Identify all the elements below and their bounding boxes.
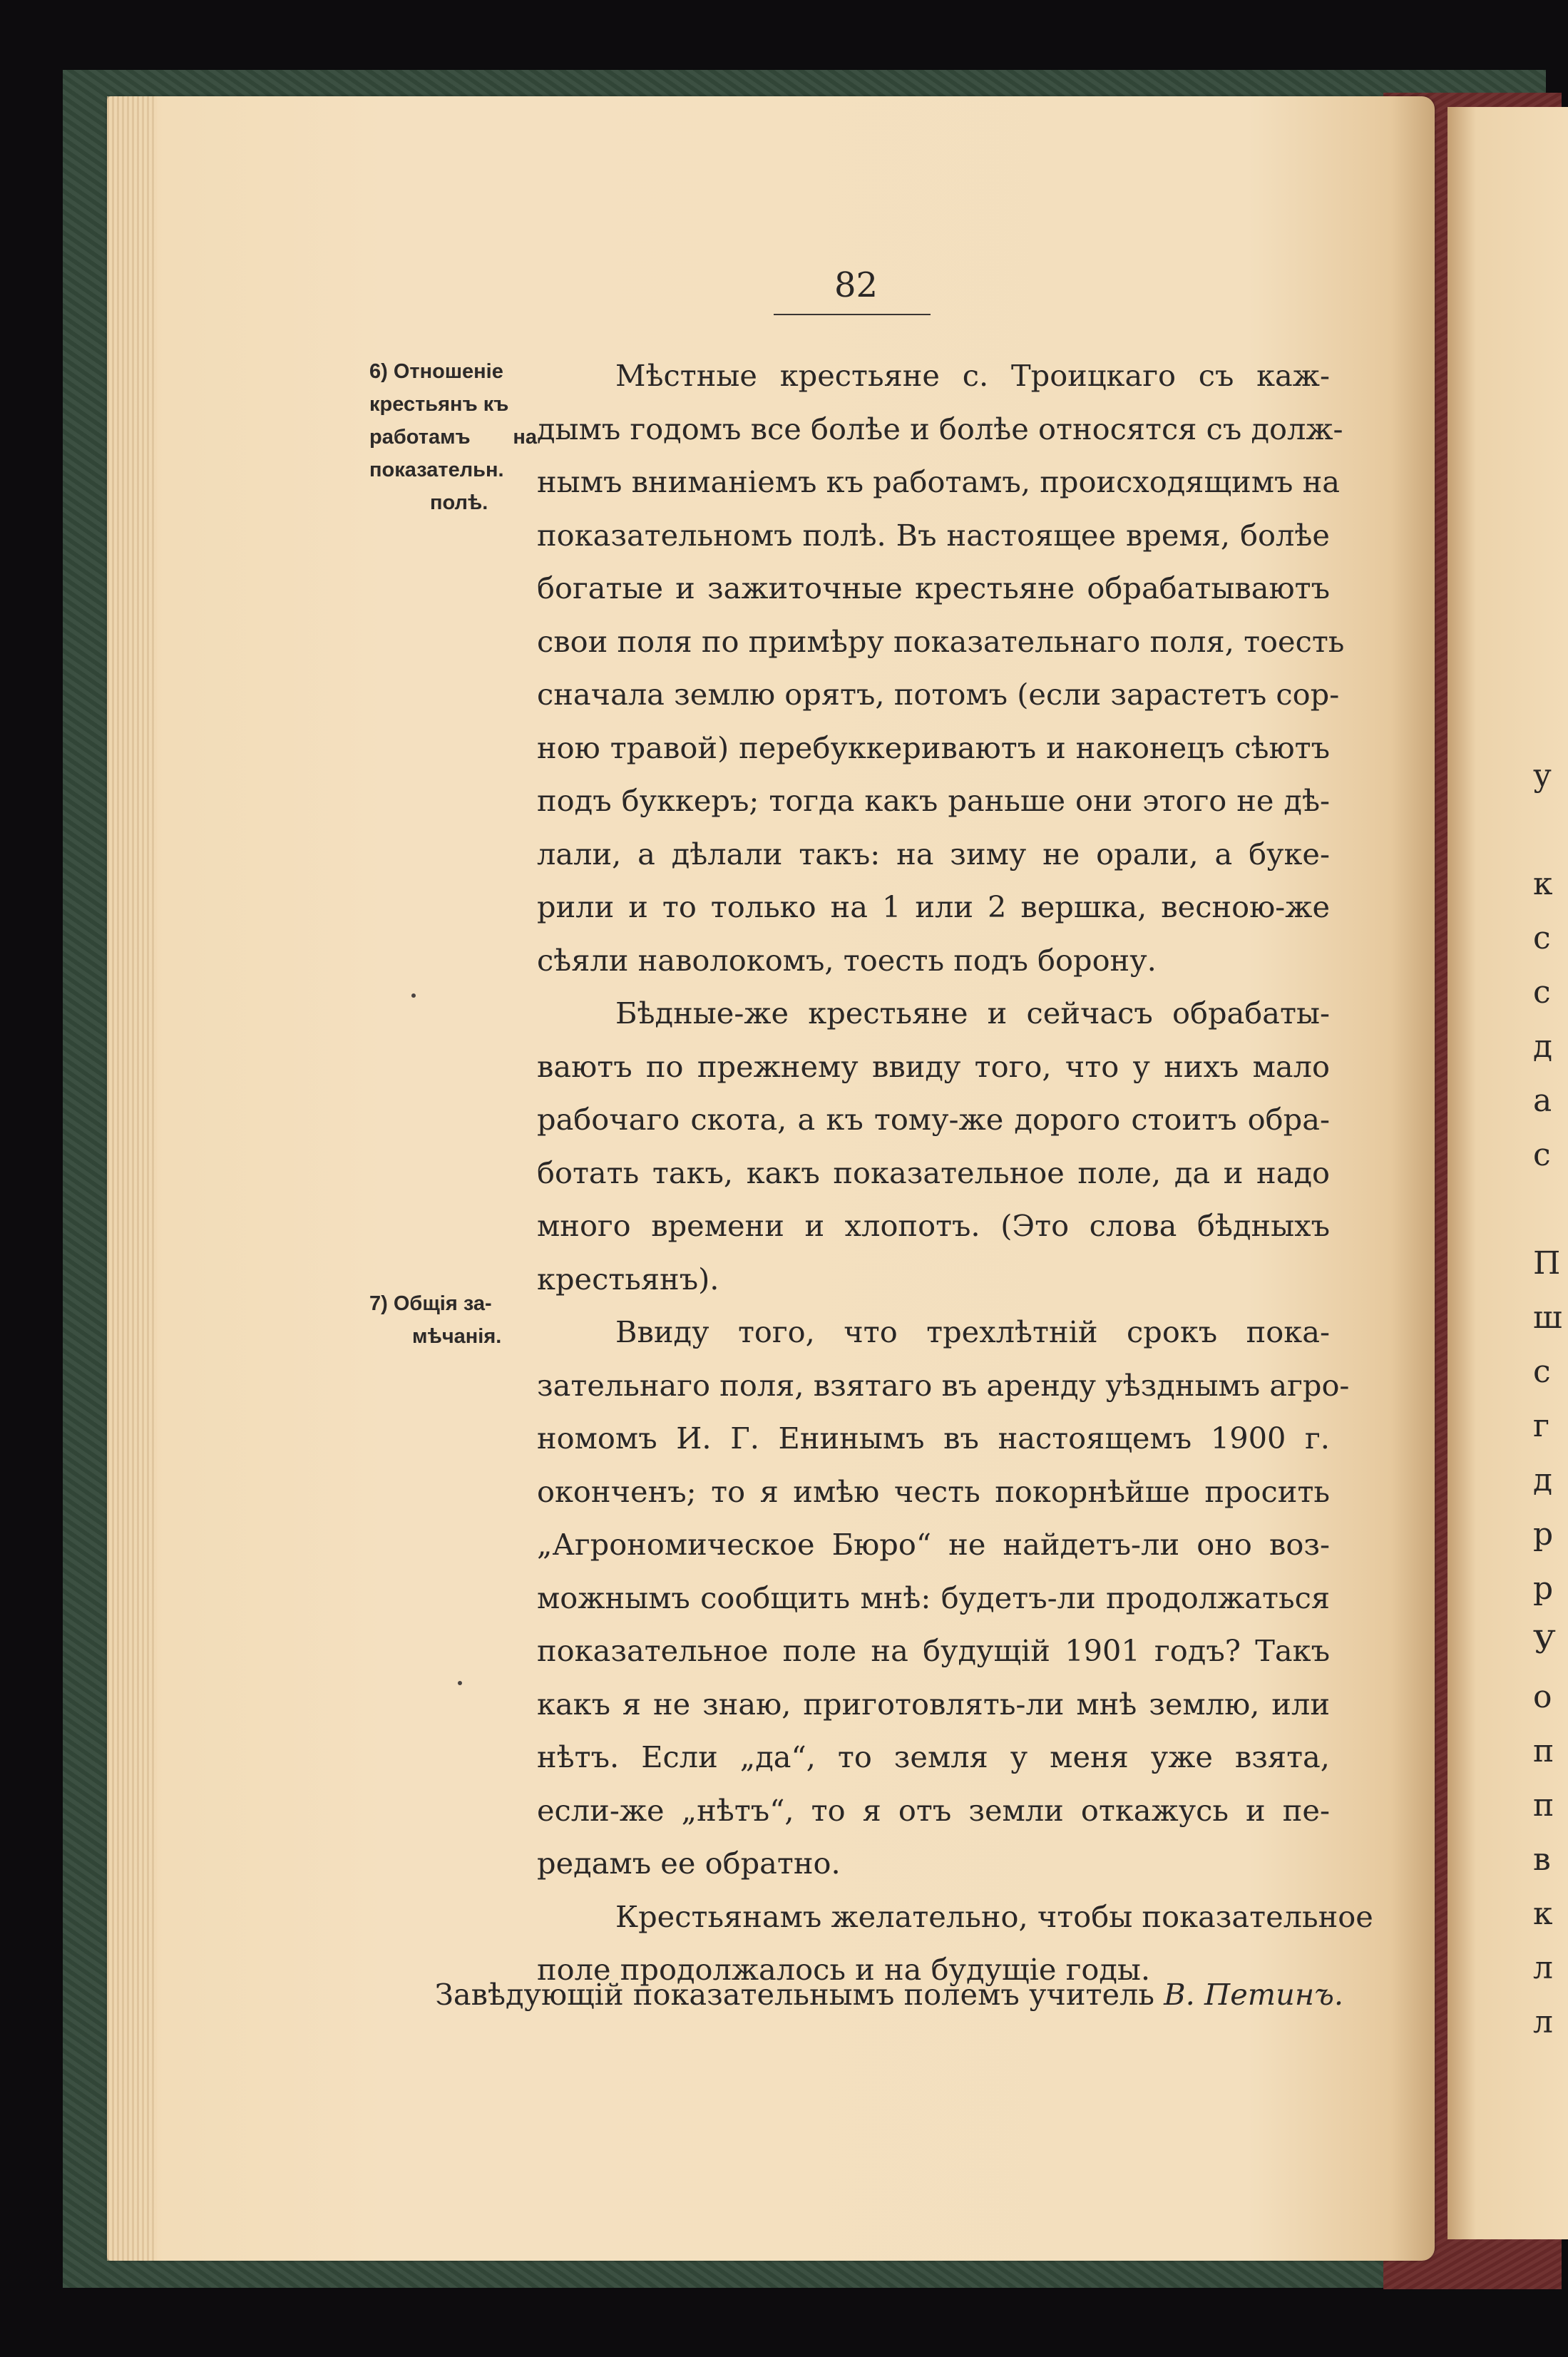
text-line: рили и то только на 1 или 2 вершка, весною-же xyxy=(537,889,1330,924)
text-line: Крестьянамъ желательно, чтобы показательное xyxy=(615,1898,1373,1934)
facing-page-fragment: к xyxy=(1533,866,1553,902)
stray-mark xyxy=(411,993,416,998)
text-line: ботать такъ, какъ показательное поле, да и надо xyxy=(537,1155,1330,1190)
stray-mark xyxy=(458,1681,462,1685)
text-line: можнымъ сообщить мнѣ: будетъ-ли продолжаться xyxy=(537,1580,1330,1615)
text-line: зательнаго поля, взятаго въ аренду уѣзднымъ агро- xyxy=(537,1367,1350,1403)
margin-note-line: крестьянъ къ xyxy=(369,393,509,416)
margin-note-line: 7) Общія за- xyxy=(369,1292,492,1315)
margin-note-line: работамъ на xyxy=(369,426,537,449)
page-edge xyxy=(107,96,157,2261)
text-line: лали, а дѣлали такъ: на зиму не орали, а буке- xyxy=(537,836,1330,871)
text-line: оконченъ; то я имѣю честь покорнѣйше просить xyxy=(537,1473,1330,1509)
page-number-rule xyxy=(774,314,931,315)
page-number: 82 xyxy=(834,265,878,305)
facing-page-fragment: п xyxy=(1533,1733,1554,1769)
facing-page-fragment: р xyxy=(1533,1516,1554,1553)
text-line: сначала землю орятъ, потомъ (если зарастетъ сор- xyxy=(537,677,1340,712)
facing-page-fragment: п xyxy=(1533,1787,1554,1824)
facing-page-fragment: л xyxy=(1533,1950,1553,1986)
facing-page-fragment: д xyxy=(1533,1028,1553,1065)
paragraph xyxy=(537,349,1345,987)
signature-name: В. Петинъ. xyxy=(1164,1977,1344,2012)
margin-note-line: полѣ. xyxy=(430,491,488,514)
text-line: Мѣстные крестьяне с. Троицкаго съ каж- xyxy=(615,358,1330,393)
text-line: Бѣдные-же крестьяне и сейчасъ обрабаты- xyxy=(615,996,1330,1031)
text-line: богатые и зажиточные крестьяне обрабатываютъ xyxy=(537,571,1330,605)
text-line: рабочаго скота, а къ тому-же дорого стоитъ обра- xyxy=(537,1102,1330,1137)
text-line: какъ я не знаю, приготовлять-ли мнѣ землю, или xyxy=(537,1686,1330,1722)
text-line: Ввиду того, что трехлѣтній срокъ пока- xyxy=(615,1314,1330,1349)
facing-page-fragment: у xyxy=(1533,757,1552,794)
facing-page-text-fragments xyxy=(1533,749,1568,2050)
margin-note-line: 6) Отношеніе xyxy=(369,360,503,383)
text-line: сѣяли наволокомъ, тоесть подъ борону. xyxy=(537,942,1157,978)
text-line: показательное поле на будущій 1901 годъ? Такъ xyxy=(537,1633,1330,1668)
facing-page-fragment: с xyxy=(1533,1354,1551,1390)
facing-page-fragment: П xyxy=(1533,1245,1561,1282)
paragraph xyxy=(537,1306,1350,1891)
facing-page-fragment xyxy=(1533,803,1568,857)
margin-note-general-remarks xyxy=(369,1287,537,1353)
signature-line xyxy=(435,1977,1344,2012)
facing-page-fragment: д xyxy=(1533,1462,1553,1498)
facing-page-fragment xyxy=(1533,1182,1568,1237)
text-line: крестьянъ). xyxy=(537,1261,719,1297)
text-line: поле продолжалось и на будущіе годы. xyxy=(537,1952,1151,1987)
text-line: подъ буккеръ; тогда какъ раньше они этого не дѣ- xyxy=(537,783,1330,818)
paragraph xyxy=(537,987,1330,1306)
facing-page-fragment: к xyxy=(1533,1896,1553,1932)
facing-page-fragment: р xyxy=(1533,1570,1554,1607)
facing-page-fragment: о xyxy=(1533,1679,1552,1715)
text-line: много времени и хлопотъ. (Это слова бѣдныхъ xyxy=(537,1208,1330,1243)
text-line: ваютъ по прежнему ввиду того, что у нихъ мало xyxy=(537,1048,1330,1084)
facing-page-fragment: У xyxy=(1533,1625,1556,1661)
text-line: нѣтъ. Если „да“, то земля у меня уже взята, xyxy=(537,1739,1330,1774)
facing-page-fragment: ш xyxy=(1533,1299,1562,1336)
facing-page-fragment: л xyxy=(1533,2004,1553,2040)
text-line: ною травой) перебуккериваютъ и наконецъ сѣютъ xyxy=(537,730,1330,765)
facing-page-fragment: г xyxy=(1533,1408,1550,1444)
margin-note-line: показательн. xyxy=(369,459,504,481)
text-line: если-же „нѣтъ“, то я отъ земли откажусь и пе- xyxy=(537,1792,1330,1828)
facing-page-fragment: а xyxy=(1533,1083,1552,1119)
body-text xyxy=(537,349,1373,1997)
margin-note-line: мѣчанія. xyxy=(412,1325,502,1348)
text-line: дымъ годомъ все болѣе и болѣе относятся съ долж- xyxy=(537,411,1343,446)
facing-page-fragment: в xyxy=(1533,1841,1551,1878)
margin-note-relation-peasants xyxy=(369,355,537,519)
text-line: свои поля по примѣру показательнаго поля, тоесть xyxy=(537,623,1345,659)
text-line: показательномъ полѣ. Въ настоящее время, болѣе xyxy=(537,517,1330,553)
text-line: „Агрономическое Бюро“ не найдетъ-ли оно воз- xyxy=(537,1527,1330,1562)
signature-text: Завѣдующій показательнымъ полемъ учитель xyxy=(435,1977,1164,2012)
facing-page-fragment: с xyxy=(1533,974,1551,1011)
facing-page-fragment: с xyxy=(1533,1137,1551,1173)
text-line: номомъ И. Г. Енинымъ въ настоящемъ 1900 г. xyxy=(537,1421,1330,1456)
text-line: редамъ ее обратно. xyxy=(537,1846,841,1881)
facing-page-fragment: с xyxy=(1533,920,1551,956)
text-line: нымъ вниманіемъ къ работамъ, происходящимъ на xyxy=(537,464,1340,499)
